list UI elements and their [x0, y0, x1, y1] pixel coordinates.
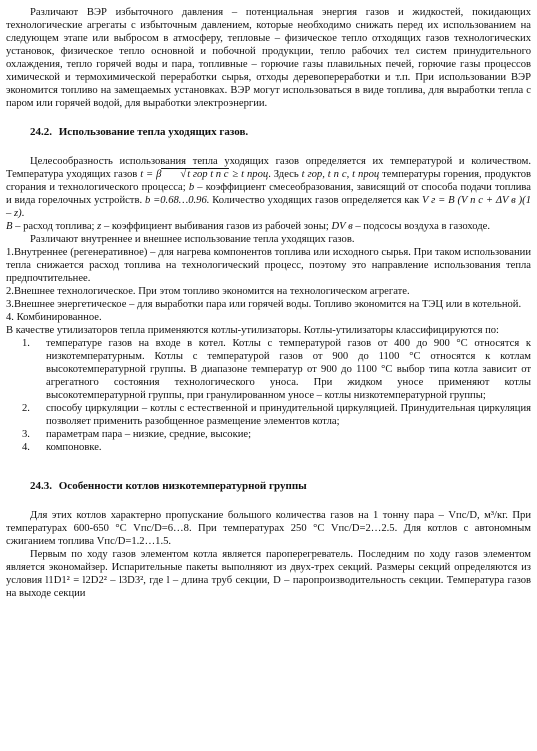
classification-list	[6, 337, 531, 454]
intro-paragraph: Различают ВЭР избыточного давления – потенциальная энергия газов и жидкостей, покидающих технологические агрегаты с избыточным давлением, которые необходимо снижать перед их использованием на следующем этапе или выбросом в атмосферу, тепловые – физическое тепло отходящих газов технологических установок, физическое тепло основной и побочной продукции, тепло рабочих тел систем принудительного охлаждения, тепло горячей воды и пара, топливные – горючие газы плавильных печей, горючие газы процессов химической и термохимической переработки сырья, отходы деревопереработки и т.п. При использовании ВЭР экономится топливо на замещаемых установках. ВЭР могут использоваться в виде топлива, для выработки тепла с паром или горячей водой, для выработки электроэнергии.	[6, 7, 531, 109]
section-number: 24.3.	[30, 480, 52, 492]
list-item: 1. температуре газов на входе в котел. Котлы с температурой газов от 400 до 900 °С относятся к низкотемпературным. Котлы с температурой газов от 900 до 1100 °С относятся к котлам высокотемпературной группы. В диапазоне температур от 900 до 1100 °С выбор типа котла зависит от агрегатного состояния технологического уноса. При жидком уносе применяют котлы высокотемпературной группы, при гранулированном уносе – котлы низкотемпературной группы;	[22, 338, 531, 401]
section-title: Использование тепла уходящих газов.	[58, 126, 249, 138]
usage-internal: 1.Внутреннее (регенеративное) – для нагрева компонентов топлива или исходного сырья. При таком использовании тепла снижается расход топлива на технологический процесс, поэтому это направление использования тепла предпочтительнее.	[6, 247, 531, 284]
section-title: Особенности котлов низкотемпературной группы	[58, 480, 307, 492]
list-item: 3. параметрам пара – низкие, средние, высокие;	[22, 429, 252, 440]
paragraph-boiler-elements: Первым по ходу газов элементом котла является пароперегреватель. Последним по ходу газов элементом является экономайзер. Испарительные пакеты выполняют из двух-трех секций. Размеры секций определяются из условия l1D1² = l2D2² – l3D3², где l – длина труб секции, D – паропроизводительность секции. Температура газов на выходе секции	[6, 549, 531, 599]
usage-combined: 4. Комбинированное.	[6, 312, 102, 323]
formula-gas-temperature: t = β√ t гор t п с ≥ t проц	[140, 169, 268, 180]
section-heading-24-2	[6, 126, 531, 139]
usage-external-energy: 3.Внешнее энергетическое – для выработки пара или горячей воды. Топливо экономится на ТЭЦ или в котельной.	[6, 299, 522, 310]
paragraph-flue-gas-temperature: Целесообразность использования тепла уходящих газов определяется их температурой и количеством. Температура уходящих газов t = β√ t гор t п с ≥ t проц. Здесь t гор, t п с, t проц температуры горения, продуктов сгорания и технологического процесса; b – коэффициент смесеобразования, зависящий от способа подачи топлива и вида горелочных устройств. b =0.68…0.96. Количество уходящих газов определяется как V г = B (V п с + ΔV в )(1 – z).	[6, 155, 531, 220]
paragraph-utilizers: В качестве утилизаторов тепла применяются котлы-утилизаторы. Котлы-утилизаторы классифицируются по:	[6, 325, 500, 336]
section-number: 24.2.	[30, 126, 52, 138]
section-heading-24-3	[6, 480, 531, 493]
usage-external-technological: 2.Внешнее технологическое. При этом топливо экономится на технологическом агрегате.	[6, 286, 410, 297]
formula-gas-volume: V г = B (V п с + ΔV в )(1 – z)	[6, 195, 531, 219]
paragraph-usage-types: Различают внутреннее и внешнее использование тепла уходящих газов.	[30, 234, 355, 245]
paragraph-low-temp-boilers: Для этих котлов характерно пропускание большого количества газов на 1 тонну пара – Vпс/D, м³/кг. При температурах 600-650 °С Vпс/D=6…8. При температурах 250 °С Vпс/D=2…2.5. Для котлов с автономным сжиганием топлива Vпс/D=1.2…1.5.	[6, 510, 531, 547]
list-item: 4. компоновке.	[22, 442, 102, 453]
list-item: 2. способу циркуляции – котлы с естественной и принудительной циркуляцией. Принудительная циркуляция позволяет применить разобщенное размещение элементов котла;	[22, 403, 531, 427]
paragraph-variables: B – расход топлива; z – коэффициент выбивания газов из рабочей зоны; DV в – подсосы воздуха в газоходе.	[6, 221, 490, 232]
